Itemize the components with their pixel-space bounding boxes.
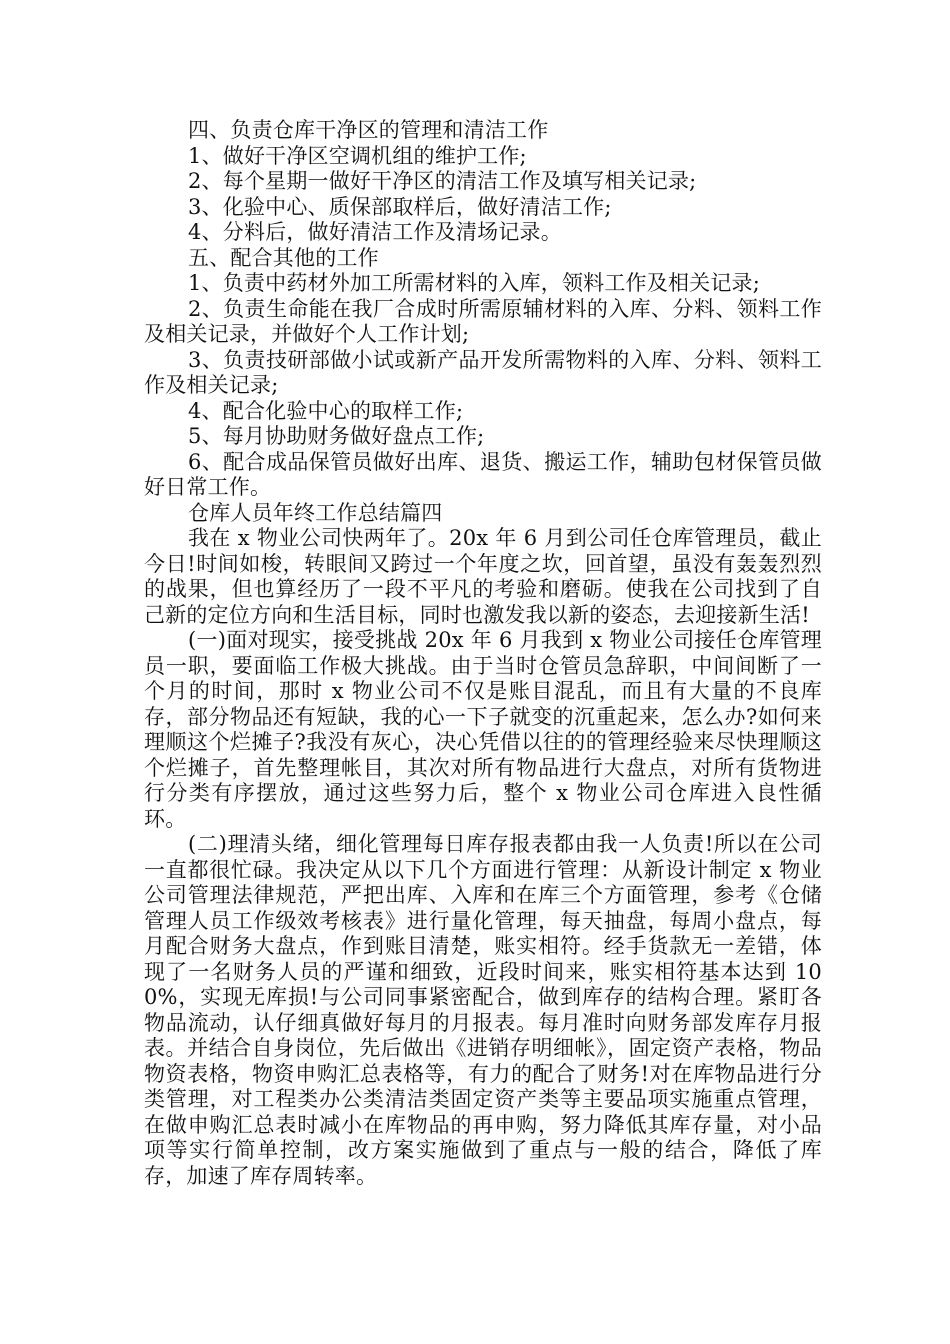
list-item: 1、做好干净区空调机组的维护工作; (188, 143, 527, 168)
list-item: 5、每月协助财务做好盘点工作; (188, 424, 485, 448)
section-heading-4: 四、负责仓库干净区的管理和清洁工作 (188, 118, 549, 142)
list-item: 2、每个星期一做好干净区的清洁工作及填写相关记录; (188, 169, 697, 193)
list-item: 4、配合化验中心的取样工作; (188, 398, 464, 423)
list-item: 3、化验中心、质保部取样后，做好清洁工作; (188, 194, 612, 219)
section-heading-5: 五、配合其他的工作 (188, 245, 379, 270)
body-paragraph: (二)理清头绪，细化管理每日库存报表都由我一人负责!所以在公司一直都很忙碌。我决定从以下几个方面进行管理：从新设计制定 x 物业公司管理法律规范，严把出库、入库和在库三个方面管理，参考《仓储管理人员工作级效考核表》进行量化管理，每天抽盘，每周小盘点，每月配合财务大盘点，作到账目清楚，账实相符。经手货款无一差错，体现了一名财务人员的严谨和细致，近段时间来，账实相符基本达到 100%，实现无库损!与公司同事紧密配合，做到库存的结构合理。紧盯各物品流动，认仔细真做好每月的月报表。每月准时向财务部发库存月报表。并结合自身岗位，先后做出《进销存明细帐》，固定资产表格，物品物资表格，物资申购汇总表格等，有力的配合了财务!对在库物品进行分类管理，对工程类办公类清洁类固定资产类等主要品项实施重点管理，在做申购汇总表时减小在库物品的再申购，努力降低其库存量，对小品项等实行简单控制，改方案实施做到了重点与一般的结合，降低了库存，加速了库存周转率。 (144, 832, 822, 1188)
list-item: 2、负责生命能在我厂合成时所需原辅材料的入库、分料、领料工作及相关记录，并做好个人工作计划; (144, 296, 822, 346)
list-item: 6、配合成品保管员做好出库、退货、搬运工作，辅助包材保管员做好日常工作。 (144, 449, 822, 499)
document-body (144, 118, 822, 1189)
body-paragraph: (一)面对现实，接受挑战 20x 年 6 月我到 x 物业公司接任仓库管理员一职，要面临工作极大挑战。由于当时仓管员急辞职，中间间断了一个月的时间，那时 x 物业公司不仅是账目混乱，而且有大量的不良库存，部分物品还有短缺，我的心一下子就变的沉重起来，怎么办?如何来理顺这个烂摊子?我没有灰心，决心凭借以往的的管理经验来尽快理顺这个烂摊子，首先整理帐目，其次对所有物品进行大盘点，对所有货物进行分类有序摆放，通过这些努力后，整个 x 物业公司仓库进入良性循环。 (144, 628, 822, 831)
list-item: 4、分料后，做好清洁工作及清场记录。 (188, 220, 562, 244)
list-item: 3、负责技研部做小试或新产品开发所需物料的入库、分料、领料工作及相关记录; (144, 347, 822, 397)
article-title: 仓库人员年终工作总结篇四 (188, 500, 443, 525)
body-paragraph: 我在 x 物业公司快两年了。20x 年 6 月到公司任仓库管理员，截止今日!时间如梭，转眼间又跨过一个年度之坎，回首望，虽没有轰轰烈烈的战果，但也算经历了一段不平凡的考验和磨砺。使我在公司找到了自己新的定位方向和生活目标，同时也激发我以新的姿态，去迎接新生活! (144, 526, 822, 627)
list-item: 1、负责中药材外加工所需材料的入库，领料工作及相关记录; (188, 271, 761, 295)
